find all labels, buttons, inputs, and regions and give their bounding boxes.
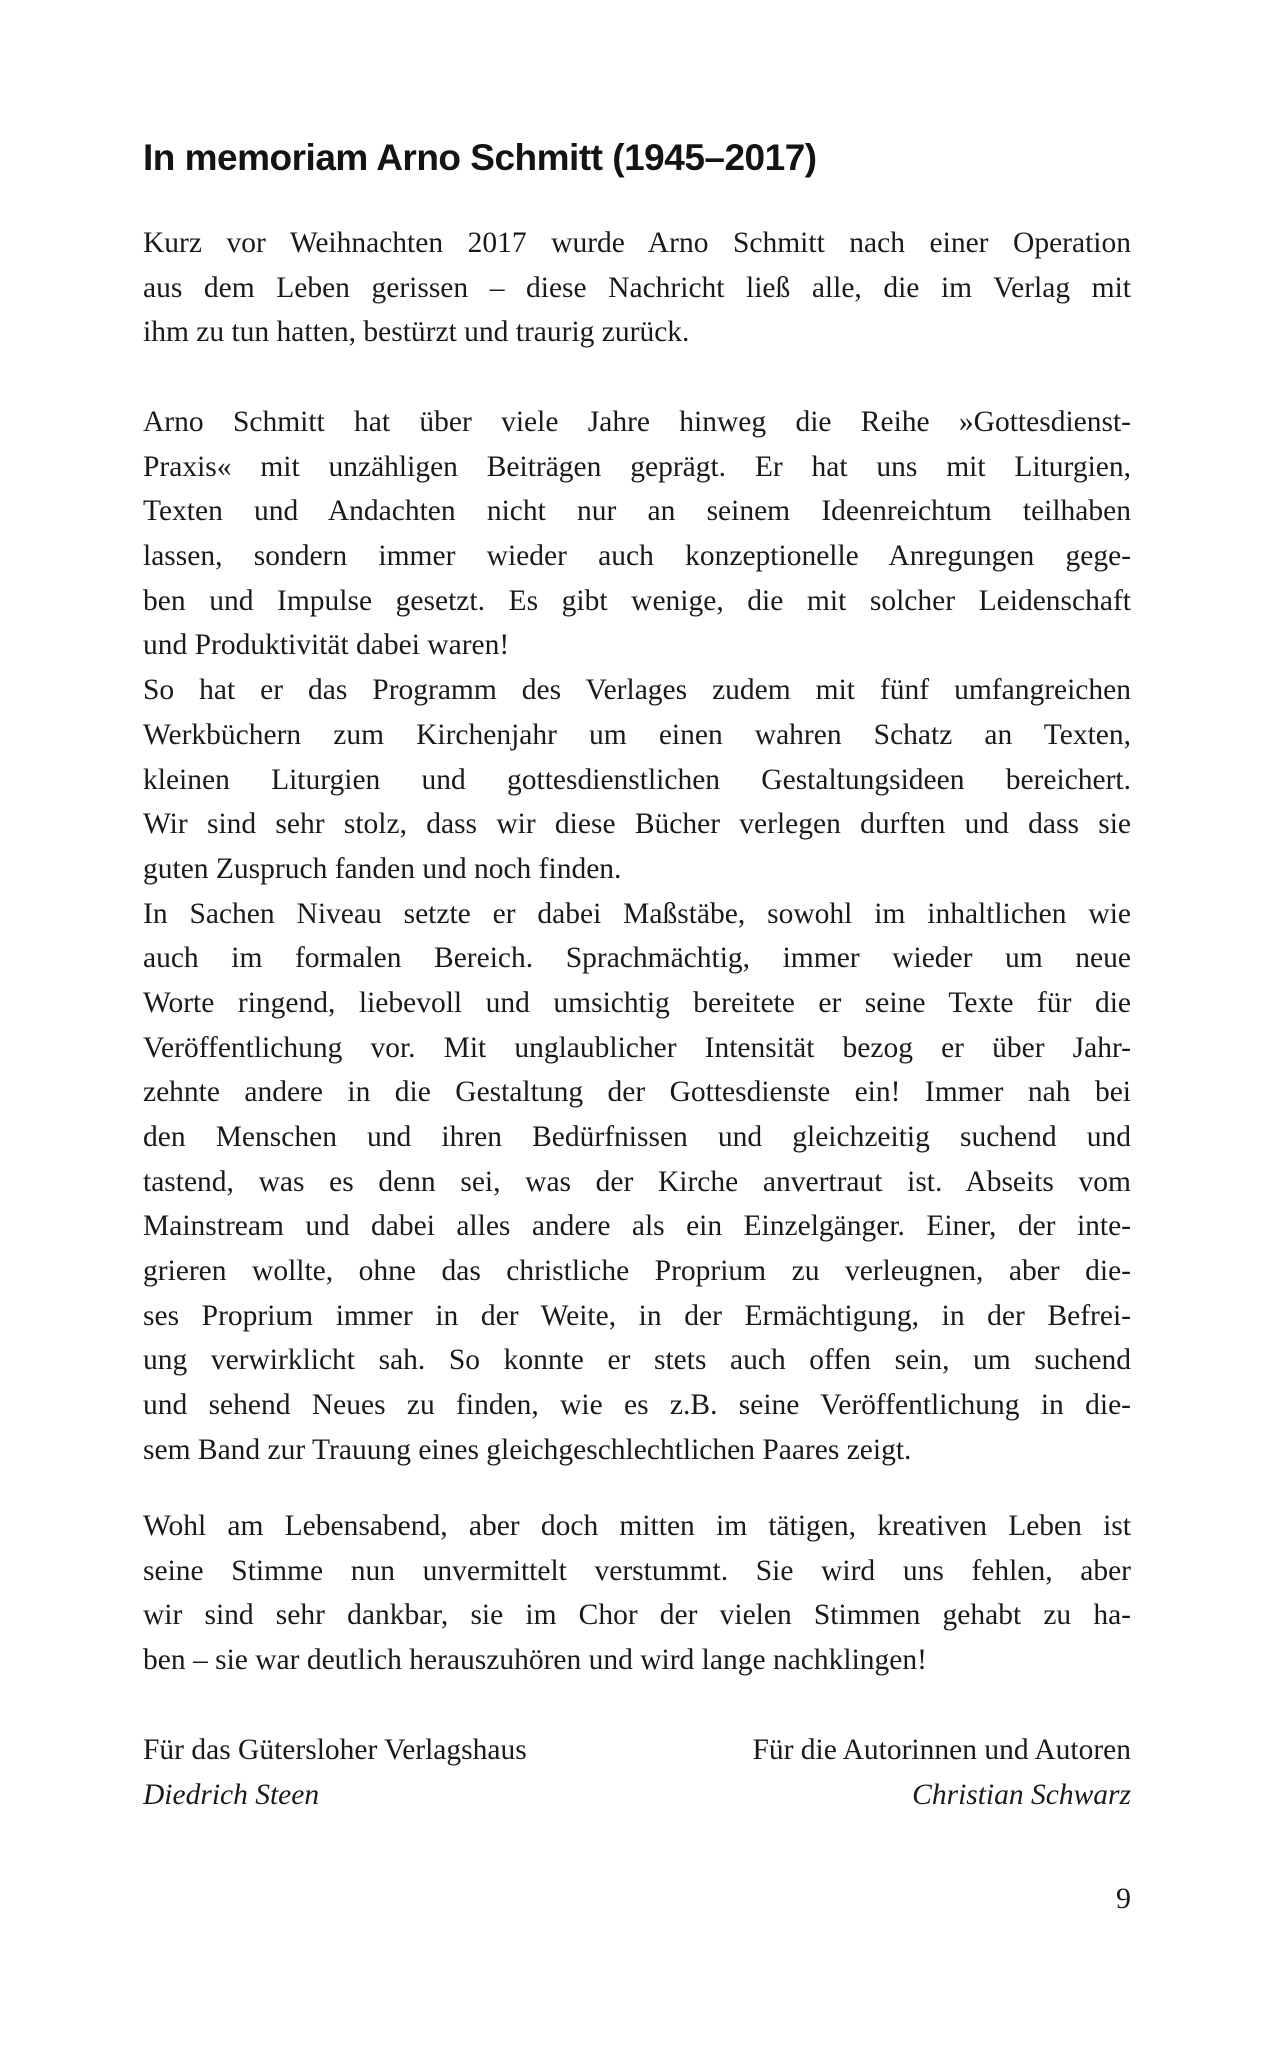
text-line: seine Stimme nun unvermittelt verstummt. Sie wird uns fehlen, aber [143,1554,1131,1587]
text-line: Veröffentlichung vor. Mit unglaublicher Intensität bezog er über Jahr- [143,1031,1131,1064]
text-line: auch im formalen Bereich. Sprachmächtig, immer wieder um neue [143,942,1131,975]
text-line: Werkbüchern zum Kirchenjahr um einen wahren Schatz an Texten, [143,718,1131,751]
text-line: Texten und Andachten nicht nur an seinem Ideenreichtum teilhaben [143,495,1131,528]
text-line: Wohl am Lebensabend, aber doch mitten im tätigen, kreativen Leben ist [143,1510,1131,1542]
text-line: ses Proprium immer in der Weite, in der Ermächtigung, in der Befrei- [143,1299,1131,1332]
text-line: wir sind sehr dankbar, sie im Chor der vielen Stimmen gehabt zu ha- [143,1599,1131,1632]
book-page [143,0,1131,2048]
signature-name: Christian Schwarz [912,1778,1131,1811]
paragraph-intro [143,221,1131,355]
page-title: In memoriam Arno Schmitt (1945–2017) [143,137,817,178]
text-line: sem Band zur Trauung eines gleichgeschlechtlichen Paares zeigt. [143,1433,912,1466]
signature-name: Diedrich Steen [143,1778,320,1811]
text-line: ben und Impulse gesetzt. Es gibt wenige, die mit solcher Leidenschaft [143,584,1131,617]
text-line: lassen, sondern immer wieder auch konzeptionelle Anregungen gege- [143,540,1131,573]
signature-authors [752,1728,1131,1817]
text-line: und sehend Neues zu finden, wie es z.B. seine Veröffentlichung in die- [143,1389,1131,1422]
page-number: 9 [1116,1882,1131,1915]
text-line: grieren wollte, ohne das christliche Proprium zu verleugnen, aber die- [143,1255,1131,1288]
text-line: Worte ringend, liebevoll und umsichtig bereitete er seine Texte für die [143,986,1131,1019]
text-line: In Sachen Niveau setzte er dabei Maßstäbe, sowohl im inhaltlichen wie [143,897,1131,930]
text-line: und Produktivität dabei waren! [143,629,510,662]
text-line: Praxis« mit unzähligen Beiträgen geprägt. Er hat uns mit Liturgien, [143,450,1131,483]
text-line: kleinen Liturgien und gottesdienstlichen Gestaltungsideen bereichert. [143,763,1131,796]
text-line: Arno Schmitt hat über viele Jahre hinweg die Reihe »Gottesdienst- [143,406,1131,438]
text-line: ung verwirklicht sah. So konnte er stets auch offen sein, um suchend [143,1344,1131,1377]
text-line: tastend, was es denn sei, was der Kirche anvertraut ist. Abseits vom [143,1165,1131,1198]
paragraph-body [143,400,1131,1473]
paragraph-closing [143,1504,1131,1683]
text-line: den Menschen und ihren Bedürfnissen und gleichzeitig suchend und [143,1121,1131,1153]
text-line: Mainstream und dabei alles andere als ein Einzelgänger. Einer, der inte- [143,1210,1131,1243]
text-line: Wir sind sehr stolz, dass wir diese Bücher verlegen durften und dass sie [143,808,1131,841]
text-line: ben – sie war deutlich herauszuhören und wird lange nachklingen! [143,1644,927,1677]
text-line: aus dem Leben gerissen – diese Nachricht ließ alle, die im Verlag mit [143,271,1131,304]
text-line: ihm zu tun hatten, bestürzt und traurig zurück. [143,316,690,349]
signature-publisher [143,1728,527,1817]
signature-organization: Für die Autorinnen und Autoren [752,1734,1131,1766]
signature-organization: Für das Gütersloher Verlagshaus [143,1734,527,1766]
text-line: zehnte andere in die Gestaltung der Gottesdienste ein! Immer nah bei [143,1076,1131,1109]
text-line: So hat er das Programm des Verlages zudem mit fünf umfangreichen [143,674,1131,707]
text-line: guten Zuspruch fanden und noch finden. [143,852,622,885]
text-line: Kurz vor Weihnachten 2017 wurde Arno Schmitt nach einer Operation [143,227,1131,259]
